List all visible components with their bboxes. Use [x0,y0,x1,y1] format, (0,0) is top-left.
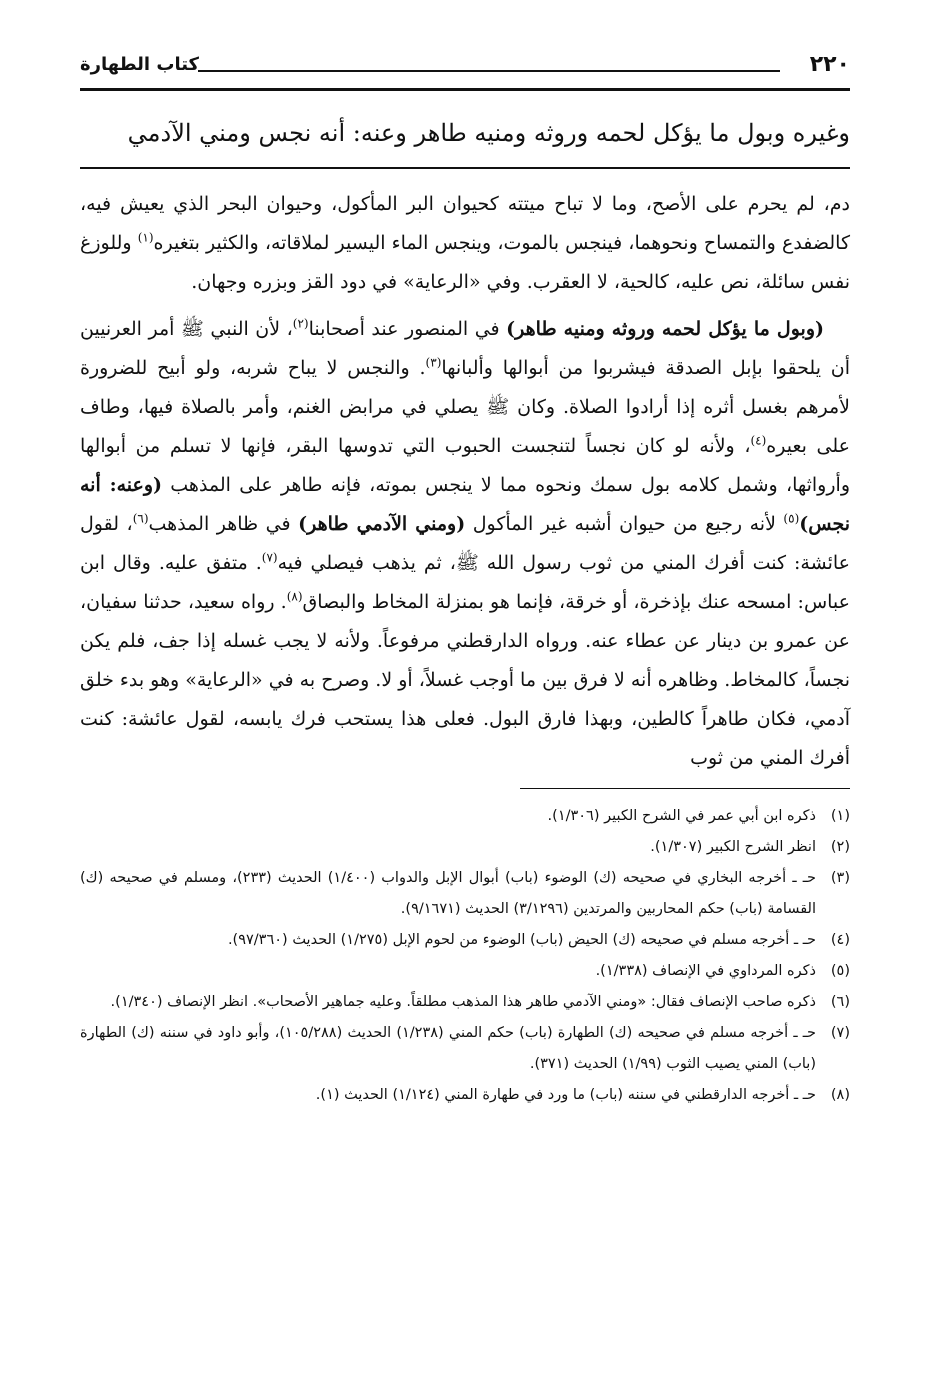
footnote-ref-8[interactable]: (٨) [286,589,303,604]
footnote-text: ذكره ابن أبي عمر في الشرح الكبير (١/٣٠٦). [547,808,816,824]
paragraph-2-segment: ، لقول عائشة: كنت أفرك المني من ثوب رسول الله ﷺ، ثم يذهب فيصلي فيه [80,513,850,574]
paragraph-2-segment: . والنجس لا يباح شربه، ولو أبيح للضرورة لأمرهم بغسل أثره إذا أرادوا الصلاة. وكان ﷺ يصلي في مرابض الغنم، وأمر بالصلاة فيها، وطاف على بعيره [80,357,850,457]
footnote-number: (٧) [830,1025,850,1041]
matn-quote: (وبول ما يؤكل لحمه وروثه ومنيه طاهر) [506,318,824,340]
footnote-ref-4[interactable]: (٤) [750,433,767,448]
matn-quote: (ومني الآدمي طاهر) [298,513,466,535]
footnote-item [80,801,850,832]
footnote-number: (٢) [830,839,850,855]
footnote-item [80,832,850,863]
footnote-ref-7[interactable]: (٧) [261,550,278,565]
book-title: كتاب الطهارة [80,54,200,75]
footnote-number: (٥) [830,963,850,979]
footnote-ref-5[interactable]: (٥) [783,511,800,526]
paragraph-2-segment: لأنه رجيع من حيوان أشبه غير المأكول [465,513,784,535]
matn-text: وغيره وبول ما يؤكل لحمه وروثه ومنيه طاهر وعنه: أنه نجس ومني الآدمي [80,113,850,169]
footnote-number: (٤) [830,932,850,948]
footnote-text: حـ ـ أخرجه مسلم في صحيحه (ك) الطهارة (باب) حكم المني (١/٢٣٨) الحديث (١٠٥/٢٨٨)، وأبو داود في سننه (ك) الطهارة (باب) المني يصيب الثوب (١/٩٩) الحديث (٣٧١). [80,1025,816,1072]
footnote-ref-6[interactable]: (٦) [132,511,149,526]
footnote-number: (٣) [830,870,850,886]
footnote-ref-2[interactable]: (٢) [292,316,309,331]
commentary-body [80,185,850,778]
matn-quote: (وعنه: أنه نجس) [80,474,851,535]
footnote-item [80,925,850,956]
document-page [80,40,850,1360]
paragraph-2-segment: . رواه سعيد، حدثنا سفيان، عن عمرو بن دينار عن عطاء عنه. ورواه الدارقطني مرفوعاً. ولأنه لا يجب غسله إذا جف، فلم يكن نجساً، كالمخاط. وظاهره أنه لا فرق بين ما أوجب غسلاً، أو لا. وصرح به في «الرعاية» وهو بدء خلق آدمي، فكان طاهراً كالطين، وبهذا فارق البول. فعلى هذا يستحب فرك يابسه، لقول عائشة: كنت أفرك المني من ثوب [80,591,850,769]
paragraph-2 [80,310,850,778]
footnotes [80,801,850,1111]
page-header [80,40,850,91]
footnote-number: (٨) [830,1087,850,1103]
footnote-item [80,863,850,925]
footnote-item [80,987,850,1018]
footnote-text: ذكره صاحب الإنصاف فقال: «ومني الآدمي طاهر هذا المذهب مطلقاً. وعليه جماهير الأصحاب». انظر الإنصاف (١/٣٤٠). [110,994,816,1010]
paragraph-2-segment: ، ولأنه لو كان نجساً لتنجست الحبوب التي تدوسها البقر، فإنها لا تسلم من أبوالها وأرواثها، وشمل كلامه بول سمك ونحوه مما لا ينجس بموته، فإنه طاهر على المذهب [80,435,850,496]
page-number: ٢٢٠ [809,52,850,77]
paragraph-1-tail: وللوزغ نفس سائلة، نص عليه، كالحية، لا العقرب. وفي «الرعاية» في دود القز وبزره وجهان. [80,232,850,293]
footnote-item [80,1018,850,1080]
footnote-separator [520,788,850,789]
paragraph-2-segment: ، لأن النبي ﷺ أمر العرنيين أن يلحقوا بإبل الصدقة فيشربوا من أبوالها وألبانها [80,318,850,379]
footnote-text: حـ ـ أخرجه البخاري في صحيحه (ك) الوضوء (باب) أبوال الإبل والدواب (١/٤٠٠) الحديث (٢٣٣)، ومسلم في صحيحه (ك) القسامة (باب) حكم المحاربين والمرتدين (٣/١٢٩٦) الحديث (٩/١٦٧١). [80,870,816,917]
header-rule [198,70,780,72]
footnote-ref-1[interactable]: (١) [137,230,154,245]
paragraph-2-segment: . متفق عليه. وقال ابن عباس: امسحه عنك بإذخرة، أو خرقة، فإنما هو بمنزلة المخاط والبصاق [80,552,851,613]
footnote-text: حـ ـ أخرجه مسلم في صحيحه (ك) الحيض (باب) الوضوء من لحوم الإبل (١/٢٧٥) الحديث (٩٧/٣٦٠). [227,932,816,948]
footnote-item [80,1080,850,1111]
footnote-ref-3[interactable]: (٣) [425,355,442,370]
paragraph-1 [80,185,850,302]
footnote-text: ذكره المرداوي في الإنصاف (١/٣٣٨). [595,963,816,979]
paragraph-2-segment: في ظاهر المذهب [148,513,299,535]
footnote-text: حـ ـ أخرجه الدارقطني في سننه (باب) ما ورد في طهارة المني (١/١٢٤) الحديث (١). [315,1087,816,1103]
footnote-item [80,956,850,987]
footnote-text: انظر الشرح الكبير (١/٣٠٧). [650,839,816,855]
paragraph-1-text: دم، لم يحرم على الأصح، وما لا تباح ميتته كحيوان البر المأكول، وحيوان البحر الذي يعيش فيه، كالضفدع والتمساح ونحوهما، فينجس بالموت، وينجس الماء اليسير لملاقاته، والكثير بتغيره [80,193,851,254]
paragraph-2-segment: في المنصور عند أصحابنا [308,318,507,340]
footnote-number: (١) [830,808,850,824]
footnote-number: (٦) [830,994,850,1010]
